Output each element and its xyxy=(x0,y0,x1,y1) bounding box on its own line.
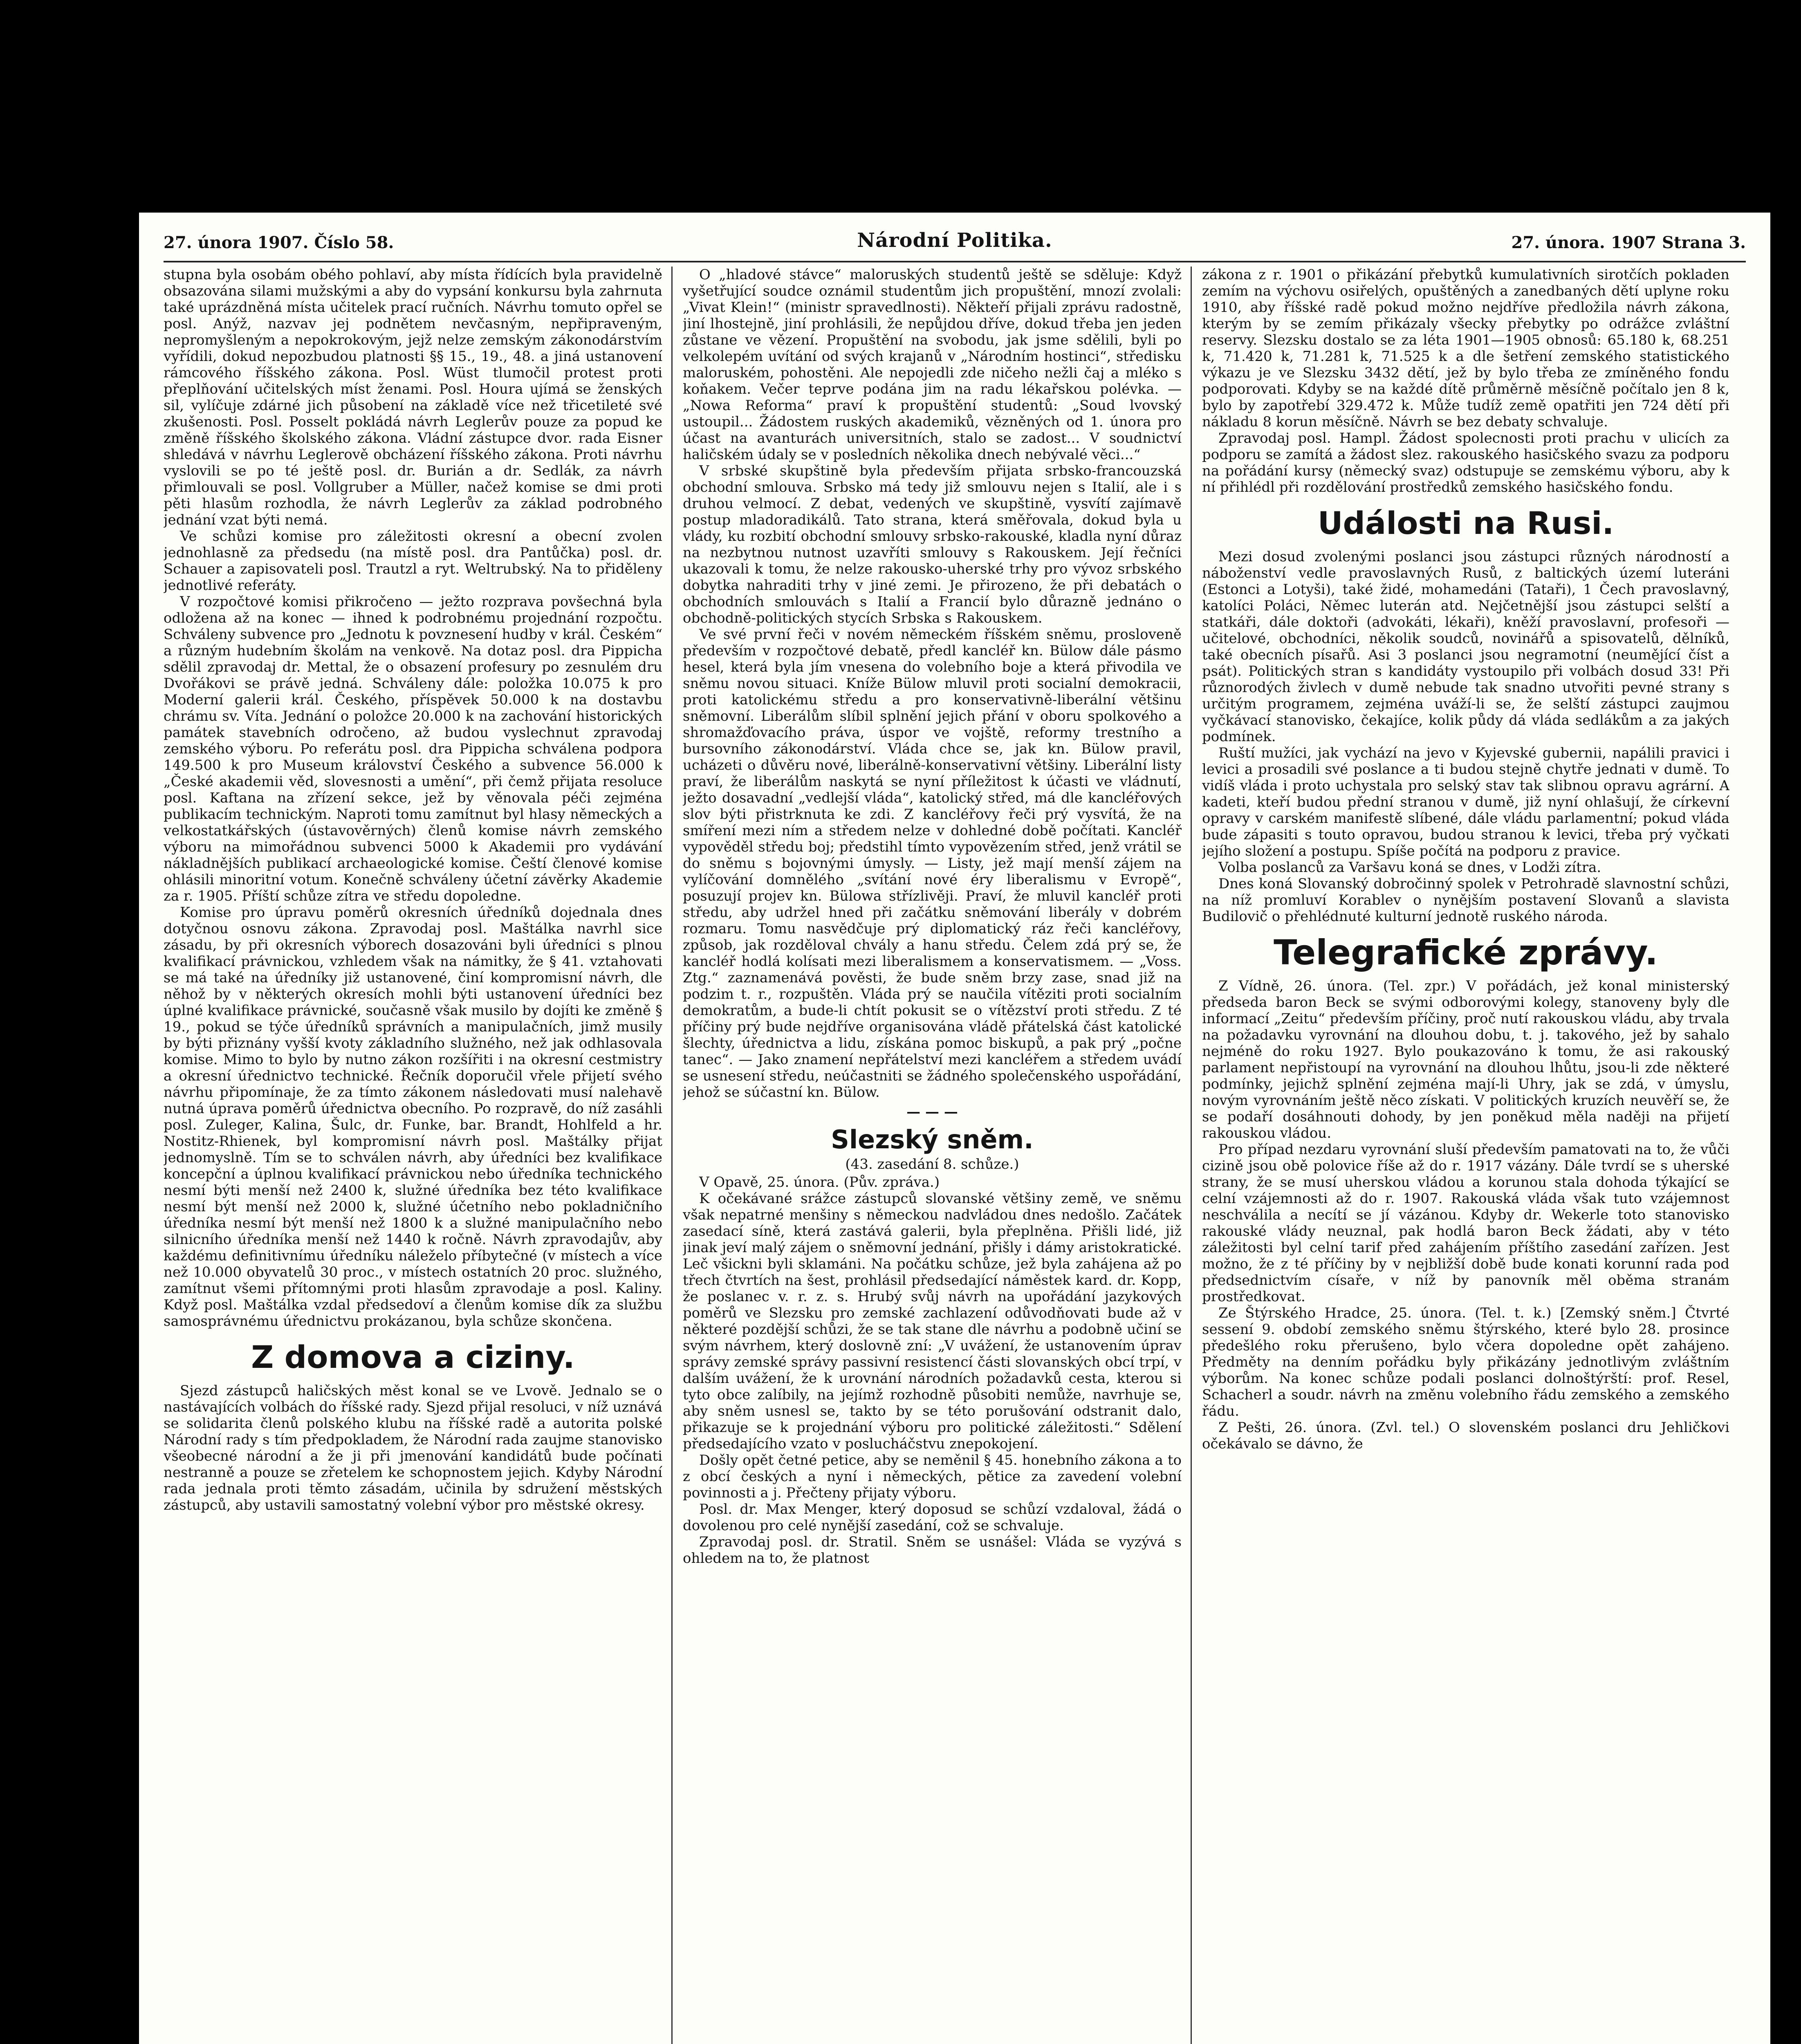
column-1 xyxy=(164,267,662,2044)
article-paragraph: K očekávané srážce zástupců slovanské většiny země, ve sněmu však nepatrné menšiny s německou nadvládou dnes nedošlo. Začátek zasedací síně, která zastává galerii, byla přeplněna. Přišli lidé, již jinak jeví malý zájem o sněmovní jednání, přišly i dámy aristokratické. Leč všickni byli sklamáni. Na počátku schůze, jež byla zahájena až po třech čtvrtích na šest, prohlásil předsedající náměstek kard. dr. Kopp, že poslanec v. r. z. s. Hrubý svůj návrh na upořádání jazykových poměrů ve Slezsku pro zemské zachlazení odůvodňovati bude až v některé pozdější schůzi, že se tak stane dle návrhu a podobně učiní se svým návrhem, který doslovně zní: „V uvážení, že ustanovením úprav správy zemské správy passivní resistencí části slovanských obcí trpí, v dalším uvážení, že k urovnání národních požadavků cesta, kterou si tyto obce zalíbily, na jejímž rozhodně působiti nemůže, navrhuje se, aby sněm usnesl se, takto by se této porušování odstranit dalo, přikazuje se k projednání výboru pro politické záležitosti.“ Sdělení předsedajícího vzato v poslucháčstvu znepokojení. xyxy=(683,1190,1182,1452)
header-page-number: 27. února. 1907 Strana 3. xyxy=(1511,233,1746,252)
subsection-heading: Slezský sněm. xyxy=(831,1125,1034,1154)
article-paragraph: Komise pro úpravu poměrů okresních úředníků dojednala dnes dotyčnou osnovu zákona. Zpravodaj posl. Maštálka navrhl sice zásadu, by při okresních výborech dosazováni byli úředníci s plnou kvalifikací právnickou, vzhledem však na námitky, že § 41. vztahovati se má také na úředníky již ustanovené, činí kompromisní návrh, dle něhož by v některých okresích mohli býti ustanovení úředníci bez úplné kvalifikace právnické, současně však musilo by dojíti ke změně § 19., pokud se týče úředníků správních a manipulačních, jimž musily by býti přiznány vyšší kvoty základního služného, než jak odhlasovala komise. Mimo to bylo by nutno zákon rozšířiti i na okresní cestmistry a okresní úřednictvo technické. Řečník doporučil vřele přijetí svého návrhu připomínaje, že za tímto zákonem následovati musí nalehavě nutná úprava poměrů úřednictva obecního. Po rozpravě, do níž zasáhli posl. Zuleger, Kalina, Šulc, dr. Funke, bar. Brandt, Hohlfeld a hr. Nostitz-Rhienek, byl kompromisní návrh posl. Maštálky přijat jednomyslně. Tím se to schválen návrh, aby úředníci bez kvalifikace koncepční a úplnou kvalifikací právnickou nebo úředníka technického nesmí býti menší než 2400 k, služné úředníka bez této kvalifikace nesmí být menší než 2000 k, služné účetního nebo pokladničního úředníka nesmí být menší než 1800 k a služné manipulačního nebo silnicního úředníka menší než 1440 k ročně. Návrh zpravodajův, aby každému definitivnímu úředníku náleželo příbytečné (v místech a více než 10.000 obyvatelů 30 proc., v místech ostatních 20 proc. služného, zamítnut všemi přítomnými proti hlasům zpravodaje a posl. Kaliny. Když posl. Maštálka vzdal předsedoví a členům komise dík za službu samosprávnému úřednictvu prokázanou, byla schůze skončena. xyxy=(164,904,662,1329)
column-2 xyxy=(683,267,1182,2044)
header-date-issue: 27. února 1907. Číslo 58. xyxy=(164,233,394,252)
article-paragraph: Posl. dr. Max Menger, který doposud se schůzí vzdaloval, žádá o dovolenou pro celé nynější zasedání, což se schvaluje. xyxy=(683,1501,1182,1534)
section-heading: Telegrafické zprávy. xyxy=(1274,932,1658,973)
column-divider xyxy=(1191,267,1192,2044)
article-paragraph: Z Pešti, 26. února. (Zvl. tel.) O slovenském poslanci dru Jehličkovi očekávalo se dávno, že xyxy=(1202,1419,1729,1452)
newspaper-page xyxy=(139,213,1770,2044)
article-paragraph: zákona z r. 1901 o přikázání přebytků kumulativních sirotčích pokladen zemím na výchovu osiřelých, opuštěných a zanedbaných dětí uplyne roku 1910, aby říšské radě pokud možno nejdříve předložila návrh zákona, kterým by se zemím přikázaly všecky přebytky po odrážce zvláštní reservy. Slezsku dostalo se za léta 1901—1905 obnosů: 65.180 k, 68.251 k, 71.420 k, 71.281 k, 71.525 k a dle šetření zemského statistického výkazu je ve Slezsku 3432 dětí, jež by bylo třeba ze zmíněného fondu podporovati. Kdyby se na každé dítě průměrně měsíčně počítalo jen 8 k, bylo by zapotřebí 329.472 k. Může tudíž země opatřiti jen 724 dětí při nákladu 8 korun měsíčně. Návrh se bez debaty schvaluje. xyxy=(1202,267,1729,430)
article-paragraph: stupna byla osobám obého pohlaví, aby místa řídících byla pravidelně obsazována silami mužskými a aby do vypsání konkursu byla zahrnuta také uprázdněná místa učitelek prací ručních. Návrhu tomuto opřel se posl. Anýž, nazvav jej podnětem nevčasným, nepřipraveným, nepromyšleným a nepokrokovým, jejž nelze zemským zákonodárstvím vyřídili, dokud nepozbudou platnosti §§ 15., 19., 48. a jiná ustanovení rámcového říšského zákona. Posl. Wüst tlumočil protest proti přeplňování učitelských míst ženami. Posl. Houra ujímá se ženských sil, vylíčuje zdárné jich působení na základě více než třicetileté své zkušenosti. Posl. Posselt pokládá návrh Leglerův pouze za popud ke změně říšského školského zákona. Vládní zástupce dvor. rada Eisner shledává v návrhu Leglerově obcházení říšského zákona. Proti návrhu vyslovili se po té ještě posl. dr. Burián a dr. Sedlák, za návrh přimlouvali se posl. Vollgruber a Müller, načež komise se dmi proti pěti hlasům rozhodla, že návrh Leglerův za základ podrobného jednání vzat býti nemá. xyxy=(164,267,662,528)
article-paragraph: Ze Štýrského Hradce, 25. února. (Tel. t. k.) [Zemský sněm.] Čtvrté sessení 9. období zemského sněmu štýrského, které bylo 28. prosince předešlého roku přerušeno, bylo včera dopoledne opět zahájeno. Předměty na denním pořádku byly přikázány jednotlivým zvláštním výborům. Na konec schůze podali poslanci dolnoštýrští: prof. Resel, Schacherl a soudr. návrh na změnu volebního řádu zemského a zemského řádu. xyxy=(1202,1305,1729,1419)
page-header xyxy=(164,229,1746,262)
article-paragraph: V srbské skupštině byla především přijata srbsko-francouzská obchodní smlouva. Srbsko má tedy již smlouvu nejen s Italií, ale i s druhou velmocí. Z debat, vedených ve skupštině, vysvítí zajímavě postup mladoradikálů. Tato strana, která směřovala, dokud byla u vlády, ku rozbití obchodní smlouvy srbsko-rakouské, kladla nyní důraz na nezbytnou nutnost uzavříti smlouvy s Rakouskem. Její řečníci ukazovali k tomu, že nelze rakousko-uherské trhy pro vývoz srbského dobytka nahraditi trhy v jiné zemi. Je přirozeno, že při debatách o obchodních smlouvách s Italií a Francií bylo důrazně jednáno o obchodně-politických stycích Srbska s Rakouskem. xyxy=(683,463,1182,626)
article-paragraph: Došly opět četné petice, aby se neměnil § 45. honebního zákona a to z obcí českých a nyní i německých, pětice za zavedení volební povinnosti a j. Přečteny přijaty výboru. xyxy=(683,1452,1182,1501)
article-paragraph: Pro případ nezdaru vyrovnání sluší především pamatovati na to, že vůči cizině jsou obě polovice říše až do r. 1917 vázány. Dále tvrdí se s uherské strany, že se musí uherskou vládou a korunou stala dohoda týkající se celní vzájemnosti až do r. 1907. Rakouská vláda však tuto vzájemnost neschválila a necítí se jí vázánou. Kdyby dr. Wekerle toto stanovisko rakouské vlády neuznal, pak hodlá baron Beck žádati, aby v této záležitosti byl celní tarif před zahájením příštího zasedání zařízen. Jest možno, že z té příčiny by v nejbližší době bude konati korunní rada pod předsednictvím císaře, v níž by panovník měl oběma stranám prostředkovat. xyxy=(1202,1141,1729,1305)
article-paragraph: Mezi dosud zvolenými poslanci jsou zástupci různých národností a náboženství vedle pravoslavných Rusů, z baltických území luteráni (Estonci a Lotyši), také židé, mohamedáni (Tataři), 1 Čech pravoslavný, katolíci Poláci, Němec luterán atd. Nejčetnější jsou zástupci selští a statkáři, dále doktoři (advokáti, lékaři), kněží pravoslavní, profesoři — učitelové, obchodníci, několik soudců, novinářů a spisovatelů, dělníků, také obecních písařů. Asi 3 poslanci jsou negramotní (neumějící číst a psát). Politických stran s kandidáty vystoupilo při volbách dosud 33! Při různorodých živlech v dumě nebude tak snadno utvořiti pevné strany s určitým programem, zejména uváží-li se, že selští zástupci zaujmou vyčkávací stanovisko, čekajíce, kolik půdy dá vláda sedlákům a za jakých podmínek. xyxy=(1202,549,1729,745)
article-paragraph: Z Vídně, 26. února. (Tel. zpr.) V pořádách, jež konal ministerský předseda baron Beck se svými odborovými kolegy, stanoveny byly dle informací „Zeitu“ především příčiny, proč nutí rakouskou vládu, aby trvala na požadavku vyrovnání na dlouhou dobu, t. j. takového, jež by sahalo nejméně do roku 1927. Bylo poukazováno k tomu, že asi rakouský parlament nepřistoupí na vyrovnání na dlouhou lhůtu, jsou-li zde některé podmínky, jejichž splnění zejména mají-li Uhry, jak se zdá, v úmyslu, novým vyrovnáním ještě něco získati. V politických kruzích neuvěří se, že se podaří dosáhnouti dohody, by jen poněkud měla naději na přijetí rakouskou vládou. xyxy=(1202,978,1729,1141)
header-rule xyxy=(164,261,1746,262)
masthead-title: Národní Politika. xyxy=(857,229,1052,252)
article-paragraph: Ruští mužíci, jak vychází na jevo v Kyjevské gubernii, napálili pravici i levici a prosadili své poslance a ti budou stejně chytře jednati v dumě. To vidíš vláda i proto uchystala pro selský stav tak slibnou opravu agrární. A kadeti, kteří budou přední stranou v dumě, již nyní ohlašují, že církevní opravy v carském manifestě slíbené, dále vládu parlamentní; pokud vláda bude zápasiti s touto opravou, budou stranou k levici, třeba prý vyčkati jejího složení a postupu. Spíše počítá na podporu z pravice. xyxy=(1202,745,1729,859)
separator: — — — xyxy=(906,1104,958,1120)
article-paragraph: Dnes koná Slovanský dobročinný spolek v Petrohradě slavnostní schůzi, na níž promluví Korablev o nynějším postavení Slovanů a slavista Budilovič o přehlédnuté kulturní jednotě ruského národa. xyxy=(1202,876,1729,925)
article-paragraph: Ve své první řeči v novém německém říšském sněmu, prosloveně především v rozpočtové debatě, předl kancléř kn. Bülow dále pásmo hesel, která byla jím vnesena do volebního boje a která přivodila ve sněmu novou situaci. Kníže Bülow mluvil proti socialní demokracii, proti katolickému středu a pro konservativně-liberální většinu sněmovní. Liberálům slíbil splnění jejich přání v oboru spolkového a shromažďovacího práva, úspor ve vojště, reformy trestního a bursovního zákonodárství. Vláda chce se, jak kn. Bülow pravil, ucházeti o důvěru nové, liberálně-konservativní většiny. Liberální listy praví, že liberálům naskytá se nyní příležitost k účasti ve vládnutí, ježto dosavadní „vedlejší vláda“, katolický střed, má dle kancléřových slov býti přistrknuta ke zdi. Z kancléřovy řeči prý vysvítá, že na smíření mezi ním a středem nelze v dohledné době počítati. Kancléř vypověděl středu boj; předstihl tímto vypovězením střed, jenž vrátil se do sněmu s bojovnými úmysly. — Listy, jež mají menší zájem na vylíčování domnělého „svítání nové éry liberalismu v Evropě“, posuzují projev kn. Bülowa střízlivěji. Praví, že mluvil kancléř proti středu, aby udržel hned při začátku sněmování liberály v dobrém rozmaru. Tomu nasvědčuje prý diplomatický ráz řeči kancléřovy, způsob, jak rozděloval chvály a hanu středu. Čelem zdá prý se, že kancléř hodlá kolísati mezi liberalismem a konservatismem. — „Voss. Ztg.“ zaznamenává pověsti, že bude sněm brzy zase, snad již na podzim t. r., rozpuštěn. Vláda prý se naučila vítěziti proti socialním demokratům, a bude-li chtít pokusit se o vítězství proti středu. Z té příčiny prý bude nejdříve organisována vládě přátelská část katolické šlechty, úřednictva a lidu, získána pomoc biskupů, a pak prý „počne tanec“. — Jako znamení nepřátelství mezi kancléřem a středem uvádí se usnesení středu, neúčastniti se žádného společenského uspořádání, jehož se súčastní kn. Bülow. xyxy=(683,626,1182,1100)
column-3 xyxy=(1202,267,1729,2044)
column-divider xyxy=(671,267,673,2044)
dateline: V Opavě, 25. února. (Pův. zpráva.) xyxy=(699,1174,940,1190)
section-heading: Z domova a ciziny. xyxy=(251,1339,575,1375)
article-paragraph: Ve schůzi komise pro záležitosti okresní a obecní zvolen jednohlasně za předsedu (na místě posl. dra Pantůčka) posl. dr. Schauer a zapisovateli posl. Trautzl a ryt. Weltrubský. Na to přiděleny jednotlivé referáty. xyxy=(164,528,662,594)
article-paragraph: O „hladové stávce“ maloruských studentů ještě se sděluje: Když vyšetřující soudce oznámil studentům jich propuštění, mnozí zvolali: „Vivat Klein!“ (ministr spravedlnosti). Někteří přijali zprávu radostně, jiní lhostejně, jiní prohlásili, že nepůjdou dříve, dokud třeba jen jeden zůstane ve vězení. Propuštění na svobodu, jak jsme sdělili, byli po velkolepém uvítání od svých krajanů v „Národním hostinci“, středisku maloruském, pohostěni. Ale nepojedli zde ničeho nežli čaj a mléko s koňakem. Večer teprve podána jim na radu lékařskou polévka. — „Nowa Reforma“ praví k propuštění studentů: „Soud lvovský ustoupil... Žádostem ruských akademiků, vězněných od 1. února pro účast na avanturách universitních, stalo se zadost... V soudnictví haličském údaly se v posledních několika dnech nebývalé věci...“ xyxy=(683,267,1182,463)
session-note: (43. zasedání 8. schůze.) xyxy=(845,1156,1019,1172)
article-paragraph: Volba poslanců za Varšavu koná se dnes, v Lodži zítra. xyxy=(1218,859,1601,876)
article-paragraph: Sjezd zástupců haličských měst konal se ve Lvově. Jednalo se o nastávajících volbách do říšské rady. Sjezd přijal resoluci, v níž uznává se solidarita členů polského klubu na říšské radě a autorita polské Národní rady s tím předpokladem, že Národní rada zaujme stanovisko všeobecné národní a že ji při jmenování kandidátů bude počínati nestranně a pouze se zřetelem ke schopnostem jejich. Kdyby Národní rada jednala proti těmto zásadám, učinila by sdružení městských zástupců, aby ustavili samostatný volební výbor pro městské okresy. xyxy=(164,1383,662,1513)
section-heading: Události na Rusi. xyxy=(1317,505,1614,541)
article-paragraph: Zpravodaj posl. Hampl. Žádost spolecnosti proti prachu v ulicích za podporu se zamítá a žádost slez. rakouského hasičského svazu za podporu na pořádání kursy (německý svaz) odstupuje se zemskému výboru, aby k ní přihlédl při rozdělování prostředků zemského hasičského fondu. xyxy=(1202,430,1729,495)
article-paragraph: V rozpočtové komisi přikročeno — ježto rozprava povšechná byla odložena až na konec — ihned k podrobnému projednání rozpočtu. Schváleny subvence pro „Jednotu k povznesení hudby v král. Českém“ a různým hudebním školám na venkově. Na dotaz posl. dra Pippicha sdělil zpravodaj dr. Mettal, že o obsazení profesury po zesnulém dru Dvořákovi se právě jedná. Schváleny dále: položka 10.075 k pro Moderní galerii král. Českého, příspěvek 50.000 k na dostavbu chrámu sv. Víta. Jednání o položce 20.000 k na zachování historických památek stavebních odročeno, až budou vyslechnut zpravodaj zemského výboru. Po referátu posl. dra Pippicha schválena podpora 149.500 k pro Museum království Českého a subvence 56.000 k „České akademii věd, slovesnosti a umění“, při čemž přijata resoluce posl. Kaftana na zřízení sekce, jež by věnovala péči zejména publikacím technickým. Naproti tomu zamítnut byl hlasy německých a velkostatkářských (ústavověrných) členů komise návrh zemského výboru na mimořádnou subvenci 5000 k Akademii pro vydávání nákladnějších publikací archaeologické komise. Čeští členové komise ohlásili minoritní votum. Konečně schváleny účetní závěrky Akademie za r. 1905. Příští schůze zítra ve středu dopoledne. xyxy=(164,594,662,904)
article-paragraph: Zpravodaj posl. dr. Stratil. Sněm se usnášel: Vláda se vyzývá s ohledem na to, že platnost xyxy=(683,1534,1182,1567)
